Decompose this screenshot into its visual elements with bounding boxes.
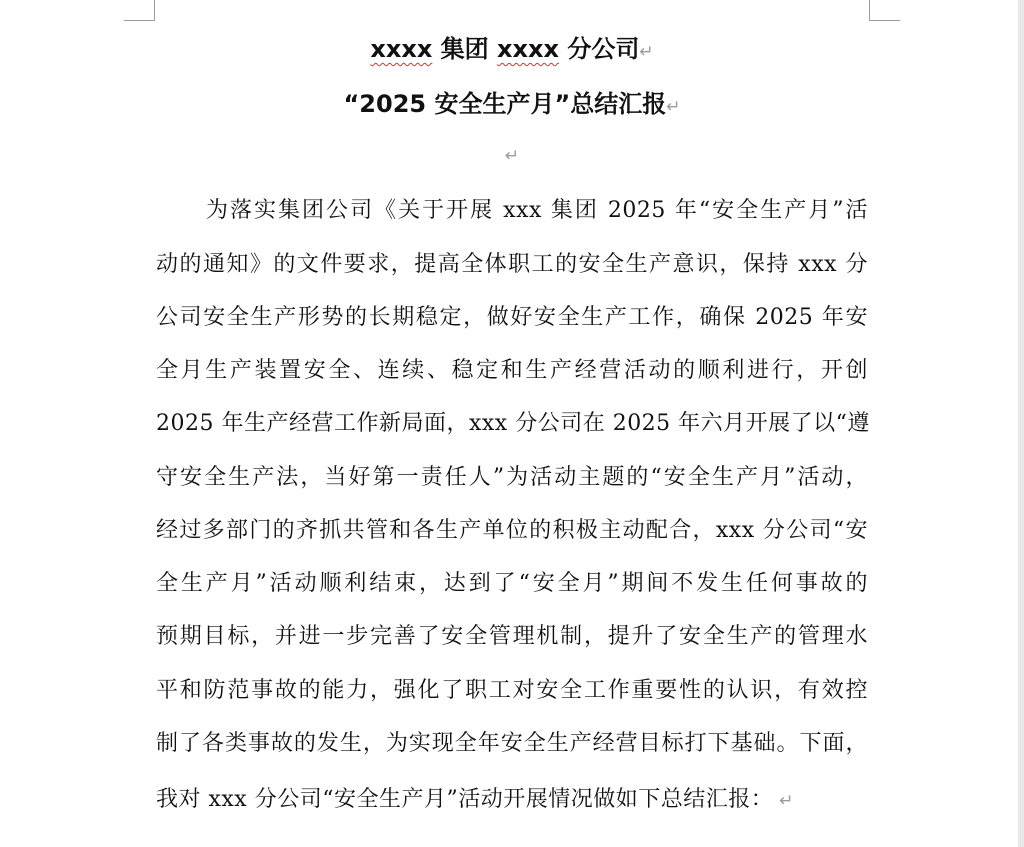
paragraph-mark-icon: ↵ — [639, 42, 654, 62]
page-corner-mark-left — [124, 0, 155, 21]
body-text-line[interactable]: 平和防范事故的能力，强化了职工对安全工作重要性的认识，有效控 — [156, 678, 868, 703]
title-text[interactable]: 分公司 — [558, 35, 640, 63]
body-text-line[interactable]: 动的通知》的文件要求，提高全体职工的安全生产意识，保持 xxx 分 — [156, 252, 868, 277]
spellcheck-underlined-word[interactable]: xxxx — [497, 35, 559, 63]
body-text-line[interactable]: 公司安全生产形势的长期稳定，做好安全生产工作，确保 2025 年安 — [156, 305, 868, 330]
empty-paragraph-mark-icon: ↵ — [504, 146, 520, 166]
body-text-line-last[interactable] — [156, 785, 868, 815]
window-edge — [1018, 0, 1024, 847]
body-text-line[interactable]: 2025 年生产经营工作新局面，xxx 分公司在 2025 年六月开展了以“遵 — [156, 411, 870, 436]
body-text-line[interactable]: 制了各类事故的发生，为实现全年安全生产经营目标打下基础。下面， — [156, 731, 868, 756]
paragraph-mark-icon: ↵ — [666, 97, 681, 117]
page-corner-mark-right — [869, 0, 900, 21]
body-text-line-text[interactable]: 我对 xxx 分公司“安全生产月”活动开展情况做如下总结汇报： — [156, 787, 774, 812]
body-text-line[interactable]: 全生产月”活动顺利结束，达到了“安全月”期间不发生任何事故的 — [156, 571, 868, 596]
spellcheck-underlined-word[interactable]: xxxx — [370, 35, 433, 63]
document-title-line-1[interactable] — [0, 34, 1024, 67]
body-text-line[interactable]: 全月生产装置安全、连续、稳定和生产经营活动的顺利进行，开创 — [156, 358, 868, 383]
body-text-line[interactable]: 为落实集团公司《关于开展 xxx 集团 2025 年“安全生产月”活 — [206, 198, 868, 223]
body-text-line[interactable]: 经过多部门的齐抓共管和各生产单位的积极主动配合，xxx 分公司“安 — [156, 518, 868, 543]
title-text[interactable]: 集团 — [432, 35, 498, 63]
body-text-line[interactable]: 守安全生产法，当好第一责任人”为活动主题的“安全生产月”活动， — [156, 465, 868, 490]
document-title-line-2[interactable] — [0, 89, 1024, 122]
paragraph-mark-icon: ↵ — [779, 791, 794, 811]
body-text-line[interactable]: 预期目标，并进一步完善了安全管理机制，提升了安全生产的管理水 — [156, 624, 868, 649]
title-text[interactable]: “2025 安全生产月”总结汇报 — [343, 90, 667, 118]
